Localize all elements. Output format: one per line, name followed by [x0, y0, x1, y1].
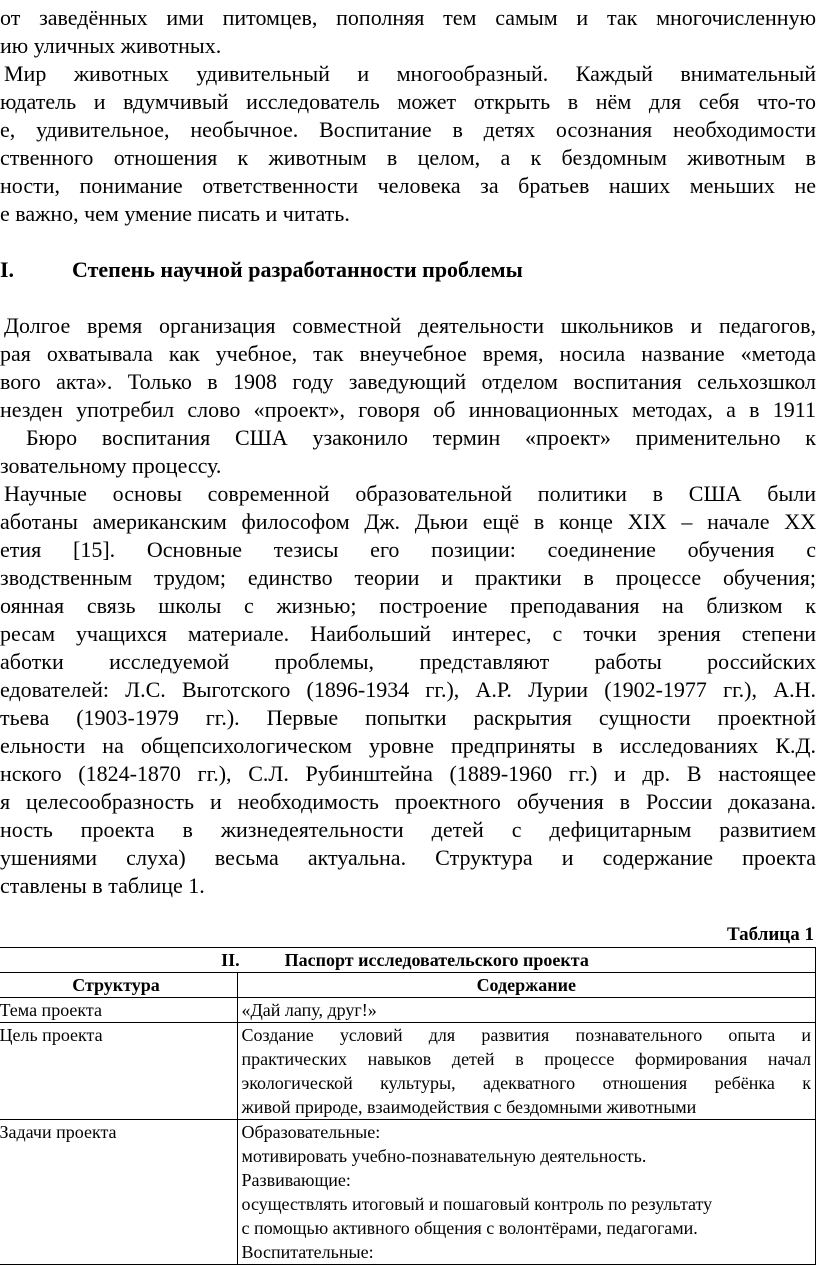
row-content-line: с помощью активного общения с волонтёрами, педагогами.: [241, 1218, 698, 1238]
body-text-line: вого акта». Только в 1908 году заведующий отделом воспитания сельхозшкол: [0, 369, 816, 394]
row-content-line: Воспитательные:: [241, 1242, 374, 1262]
body-text-line: нского (1824-1870 гг.), С.Л. Рубинштейна (1889-1960 гг.) и др. В настоящее: [0, 761, 816, 786]
row-content-line: практических навыков детей в процессе формирования начал: [241, 1049, 811, 1069]
row-content-line: Образовательные:: [241, 1122, 381, 1142]
body-text-line: зовательному процессу.: [0, 453, 222, 478]
body-text-line: аботки исследуемой проблемы, представляют работы российских: [0, 649, 816, 674]
table-title-cell: [0, 948, 816, 973]
body-text-line: е, удивительное, необычное. Воспитание в детях осознания необходимости: [0, 117, 816, 142]
row-content-line: Развивающие:: [241, 1170, 351, 1190]
row-content-line: живой природе, взаимодействия с бездомными животными: [241, 1097, 697, 1117]
table-title: Паспорт исследовательского проекта: [284, 950, 589, 970]
body-text-line: Научные основы современной образовательной политики в США были: [4, 481, 816, 506]
body-text-line: ставлены в таблице 1.: [0, 873, 205, 898]
table-row: [0, 1023, 816, 1120]
body-text-line: незден употребил слово «проект», говоря об инновационных методах, а в 1911: [0, 397, 816, 422]
table-caption: Таблица 1: [726, 924, 814, 945]
body-text-line: от заведённых ими питомцев, пополняя тем самым и так многочисленную: [0, 5, 816, 30]
table-title-number: II.: [221, 950, 240, 970]
body-text-line: ресам учащихся материале. Наибольший интерес, с точки зрения степени: [0, 621, 816, 646]
body-text-line: рая охватывала как учебное, так внеучебное время, носила название «метода: [0, 341, 816, 366]
header-structure: Структура: [0, 973, 237, 998]
row-structure: Задачи проекта: [0, 1120, 237, 1265]
row-content: [237, 998, 816, 1023]
row-structure: Цель проекта: [0, 1023, 237, 1120]
row-content-line: осуществлять итоговый и пошаговый контроль по результату: [241, 1194, 713, 1214]
row-content-line: «Дай лапу, друг!»: [241, 1000, 377, 1020]
body-text-line: ности, понимание ответственности человека за братьев наших меньших не: [0, 173, 816, 198]
body-text-line: ность проекта в жизнедеятельности детей с дефицитарным развитием: [0, 817, 816, 842]
body-text-line: е важно, чем умение писать и читать.: [0, 201, 350, 226]
body-text-line: ельности на общепсихологическом уровне предприняты в исследованиях К.Д.: [0, 733, 816, 758]
body-text-line: оянная связь школы с жизнью; построение преподавания на близком к: [0, 593, 816, 618]
body-text-line: юдатель и вдумчивый исследователь может открыть в нём для себя что-то: [0, 89, 816, 114]
body-text-line: тьева (1903-1979 гг.). Первые попытки раскрытия сущности проектной: [0, 705, 816, 730]
header-content: Содержание: [237, 973, 816, 998]
table-title-row: [0, 948, 816, 973]
passport-table: [0, 947, 816, 1265]
table-header-row: [0, 973, 816, 998]
table-row: [0, 1120, 816, 1265]
body-text-line: зводственным трудом; единство теории и практики в процессе обучения;: [0, 565, 816, 590]
row-content-line: Создание условий для развития познавательного опыта и: [241, 1025, 811, 1045]
row-content: [237, 1120, 816, 1265]
body-text-line: ию уличных животных.: [0, 33, 222, 58]
body-text-line: Мир животных удивительный и многообразный. Каждый внимательный: [4, 61, 816, 86]
body-text-line: етия [15]. Основные тезисы его позиции: соединение обучения с: [0, 537, 816, 562]
row-content: [237, 1023, 816, 1120]
body-text-line: ушениями слуха) весьма актуальна. Структура и содержание проекта: [0, 845, 816, 870]
body-text-line: Долгое время организация совместной деятельности школьников и педагогов,: [4, 313, 816, 338]
row-structure: Тема проекта: [0, 998, 237, 1023]
body-text-line: ственного отношения к животным в целом, а к бездомным животным в: [0, 145, 816, 170]
row-content-line: мотивировать учебно-познавательную деятельность.: [241, 1146, 647, 1166]
body-text-line: я целесообразность и необходимость проектного обучения в России доказана.: [0, 789, 816, 814]
section-number: I.: [0, 257, 15, 282]
table-row: [0, 998, 816, 1023]
row-content-line: экологической культуры, адекватного отношения ребёнка к: [241, 1073, 811, 1093]
body-text-line: аботаны американским философом Дж. Дьюи ещё в конце XIX – начале XX: [0, 509, 816, 534]
section-title: Степень научной разработанности проблемы: [72, 257, 523, 282]
body-text-line: Бюро воспитания США узаконило термин «проект» применительно к: [26, 425, 816, 450]
body-text-line: едователей: Л.С. Выготского (1896-1934 гг.), А.Р. Лурии (1902-1977 гг.), А.Н.: [0, 677, 816, 702]
